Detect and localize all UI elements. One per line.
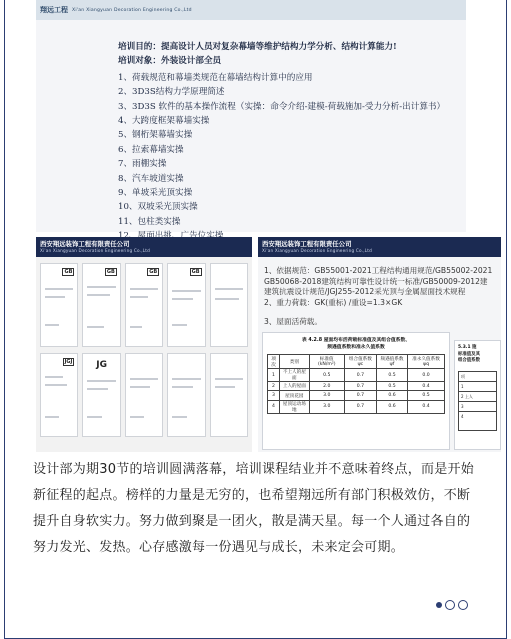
roof-load-table: [267, 354, 445, 414]
standard-badge: GB: [106, 269, 115, 275]
slide-title-bar: [36, 237, 252, 257]
training-outline-slide[interactable]: [36, 0, 466, 232]
company-english-name: Xi'an Xiangyuan Decoration Engineering Co.,Ltd: [262, 248, 372, 253]
side-table-title: 标准值及其: [458, 351, 480, 357]
outline-item: 9、单坡采光顶实操: [118, 187, 193, 198]
side-table-row: 1: [459, 382, 496, 392]
table-cell: 0.6: [376, 391, 407, 400]
table-cell: 上人的屋面: [280, 382, 310, 391]
load-specification-slide[interactable]: [258, 237, 501, 452]
company-logo-text: 翔远工程: [40, 5, 68, 14]
outline-item: 10、双坡采光顶实操: [118, 202, 198, 213]
outline-item: 3、3D3S 软件的基本操作流程（实操：命令介绍-建模-荷载施加-受力分析-出计算书）: [118, 101, 446, 112]
carousel-indicator[interactable]: [436, 598, 468, 612]
outline-item: 2、3D3S结构力学原理简述: [118, 87, 225, 98]
table-cell: 3: [268, 391, 280, 400]
table-header: 标准值 (kN/m²): [309, 355, 344, 369]
carousel-dot[interactable]: [445, 600, 455, 610]
side-table-row: 4: [461, 413, 464, 419]
table-header: 组合值系数 ψc: [344, 355, 376, 369]
table-cell: 0.5: [376, 369, 407, 382]
outline-item: 11、包柱类实操: [118, 216, 181, 227]
carousel-dot[interactable]: [458, 600, 468, 610]
standard-document: [125, 353, 163, 437]
basis-line: GB50068-2018建筑结构可靠性设计统一标准/GB50009-2012建: [264, 276, 488, 286]
outline-list: [36, 20, 466, 258]
standard-badge: GB: [64, 269, 73, 275]
table-cell: 0.7: [344, 391, 376, 400]
side-table-row: 项: [459, 372, 496, 382]
standard-document: [82, 263, 120, 347]
standard-document: [40, 263, 78, 347]
table-cell: 2.0: [309, 382, 344, 391]
table-header: 准永久值系数 ψq: [408, 355, 445, 369]
document-grid: [36, 257, 252, 437]
table-row: [268, 369, 445, 382]
standard-document: [167, 353, 205, 437]
standard-badge: JG: [96, 360, 107, 370]
basis-line: 建筑抗震设计规范/JGJ255-2012采光顶与金属屋面技术规程: [264, 287, 466, 297]
table-cell: 屋顶运动场地: [280, 400, 310, 413]
carousel-dot-active[interactable]: [436, 602, 442, 608]
side-table-row: 3: [459, 402, 496, 412]
table-cell: 0.0: [408, 369, 445, 382]
side-table: [458, 371, 497, 431]
outline-item: 1、荷载规范和幕墙类规范在幕墙结构计算中的应用: [118, 72, 313, 83]
table-cell: 0.5: [376, 382, 407, 391]
slide-title-bar: [258, 237, 501, 257]
table-header: 频遇值系数 ψf: [376, 355, 407, 369]
table-cell: 0.5: [309, 369, 344, 382]
standard-badge: GB: [149, 269, 158, 275]
standard-document: [40, 353, 78, 437]
table-cell: 3.0: [309, 400, 344, 413]
table-row: [268, 400, 445, 413]
table-subtitle: 频遇值系数和准永久值系数: [327, 345, 385, 350]
table-cell: 0.4: [408, 382, 445, 391]
table-cell: 0.7: [344, 369, 376, 382]
side-table-row: 2 上人: [459, 392, 496, 402]
table-cell: 0.5: [408, 391, 445, 400]
table-cell: 0.4: [408, 400, 445, 413]
table-cell: 1: [268, 369, 280, 382]
table-row: [268, 391, 445, 400]
standard-document: [210, 353, 248, 437]
table-cell: 0.7: [344, 382, 376, 391]
table-row: [268, 382, 445, 391]
article-paragraph: 设计部为期30节的培训圆满落幕，培训课程结业并不意味着终点，而是开始新征程的起点。榜样的力量是无穷的，也希望翔远所有部门积极效仿，不断提升自身软实力。努力做到聚是一团火，散是满天星。每一个人通过各自的努力发光、发热。心存感激每一份遇见与成长，未来定会可期。: [33, 462, 475, 555]
basis-line: 2、重力荷载：GK(重标) /重设=1.3×GK: [264, 297, 403, 307]
side-table-card: [454, 340, 501, 450]
table-title: 表 4.2.8 屋面均布活荷载标准值及其组合值系数、: [301, 338, 411, 343]
design-basis: [258, 257, 501, 308]
roof-load-table-card: [262, 332, 450, 450]
training-audience: 培训对象：外装设计部全员: [118, 56, 222, 67]
basis-line: 1、依据规范：GB55001-2021工程结构通用规范/GB55002-2021: [264, 266, 493, 275]
side-table-title: 5.3.1 施: [458, 345, 477, 350]
outline-item: 5、钢桁架幕墙实操: [118, 130, 193, 141]
standard-document: [82, 353, 120, 437]
standards-documents-slide[interactable]: [36, 237, 252, 452]
standard-document: [125, 263, 163, 347]
standard-badge: GB: [191, 269, 200, 275]
side-table-title: 组合值系数: [458, 358, 480, 363]
table-cell: 4: [268, 400, 280, 413]
table-cell: 2: [268, 382, 280, 391]
outline-item: 6、拉索幕墙实操: [118, 144, 184, 155]
standard-document: [167, 263, 205, 347]
company-name: 西安翔远装饰工程有限责任公司: [262, 240, 352, 248]
company-english-name: Xi'an Xiangyuan Decoration Engineering Co.,Ltd: [40, 248, 150, 253]
outline-item: 8、汽车坡道实操: [118, 173, 184, 184]
table-cell: 3.0: [309, 391, 344, 400]
standard-document: [210, 263, 248, 347]
outline-item: 4、大跨度框架幕墙实操: [118, 115, 210, 126]
table-header: 类别: [280, 355, 310, 369]
standard-badge: JGJ: [64, 359, 73, 365]
slide-header: [36, 0, 466, 20]
table-header: 项次: [268, 355, 280, 369]
table-cell: 0.7: [344, 400, 376, 413]
outline-item: 7、雨棚实操: [118, 159, 167, 170]
table-cell: 0.6: [376, 400, 407, 413]
roof-live-load-heading: 3、屋面活荷载。: [264, 317, 322, 327]
table-cell: 不上人的屋面: [280, 369, 310, 382]
table-cell: 屋顶花园: [280, 391, 310, 400]
training-objective: 培训目的：提高设计人员对复杂幕墙等维护结构力学分析、结构计算能力!: [118, 42, 397, 52]
company-english-name: Xi'an Xiangyuan Decoration Engineering Co.,Ltd: [72, 7, 192, 13]
table-header-row: [268, 355, 445, 369]
company-name: 西安翔远装饰工程有限责任公司: [40, 240, 130, 248]
